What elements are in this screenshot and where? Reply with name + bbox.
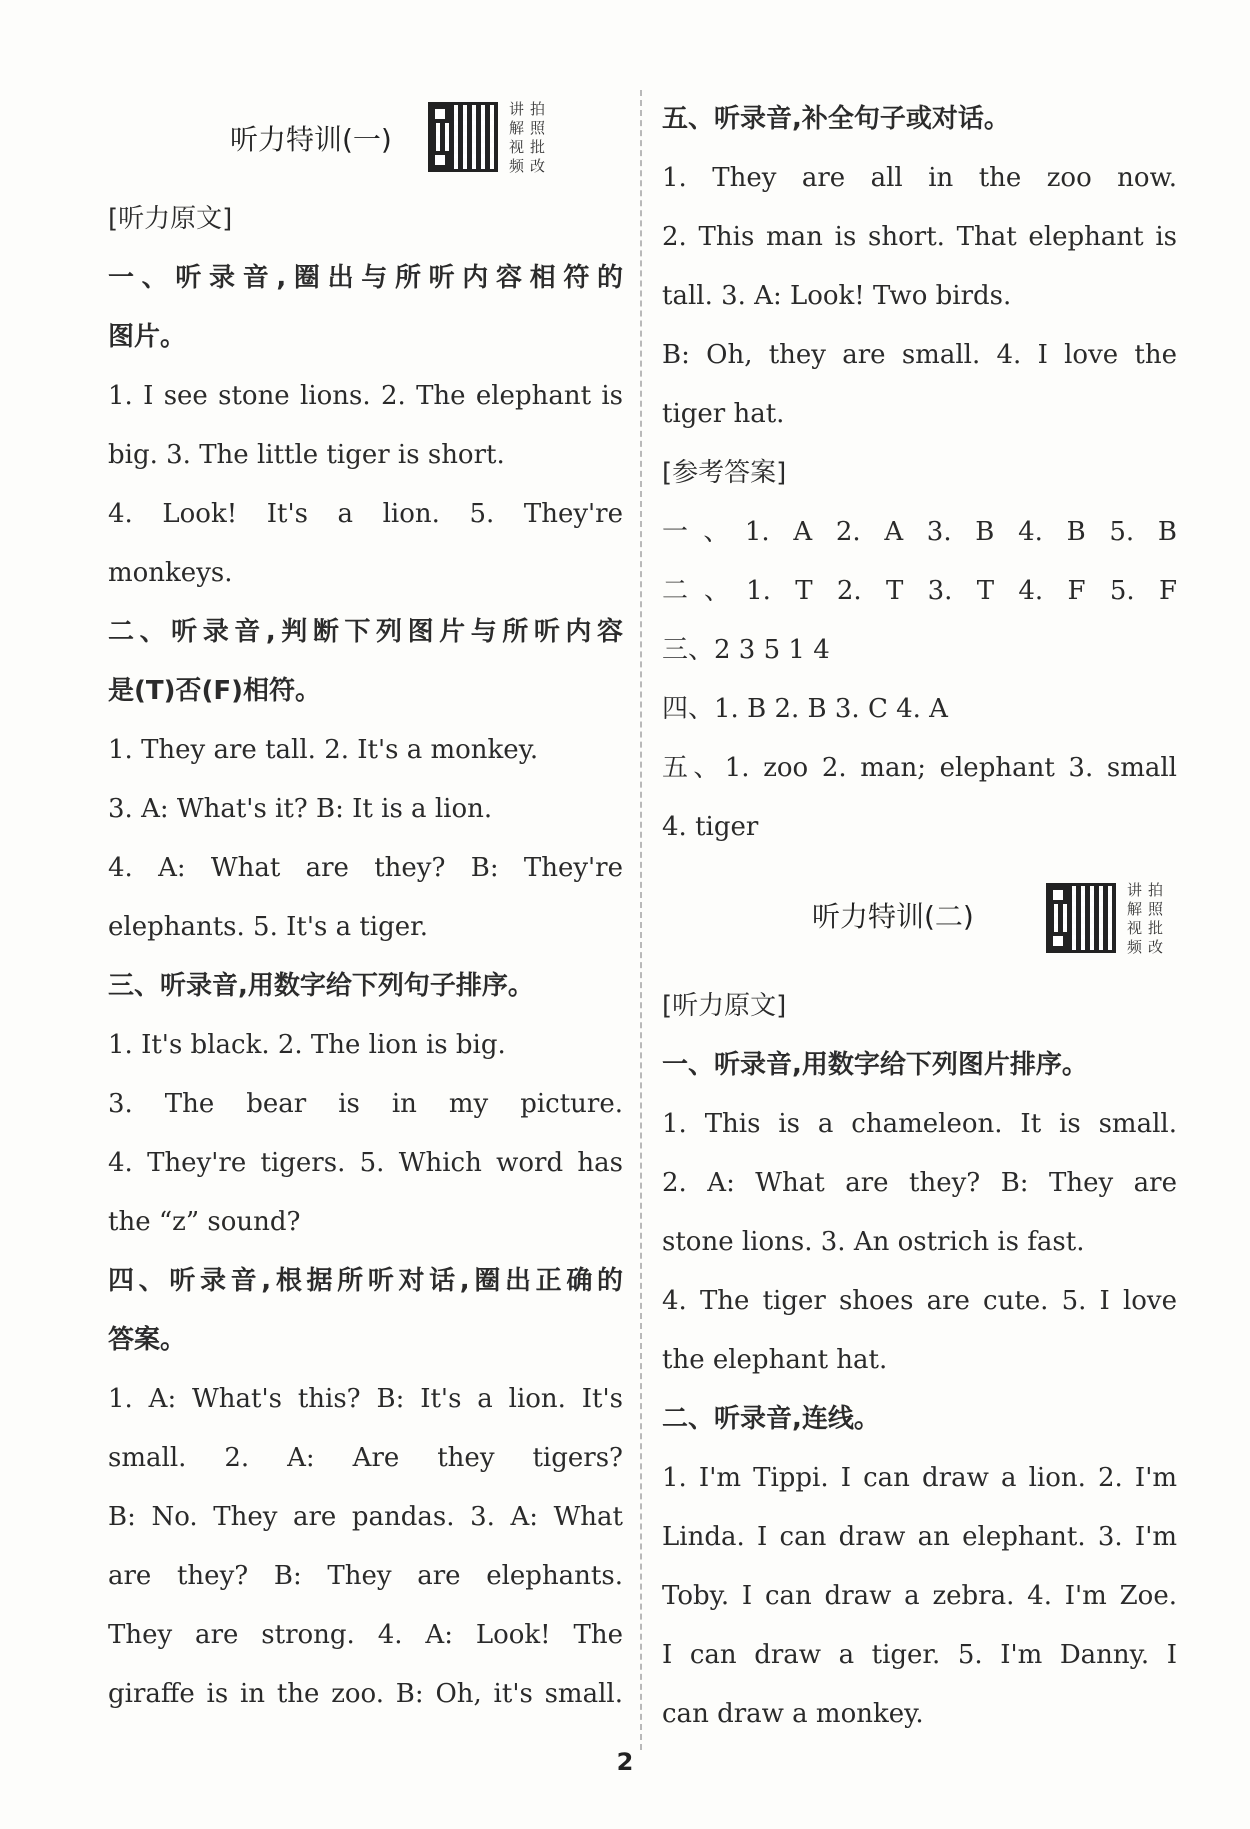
exercise-heading: 四、听录音,根据所听对话,圈出正确的 xyxy=(108,1266,623,1296)
text-line: tall. 3. A: Look! Two birds. xyxy=(662,281,1012,311)
right-title-row xyxy=(662,857,1177,977)
text-line: 1. They are all in the zoo now. xyxy=(662,163,1177,193)
text-line: 1. They are tall. 2. It's a monkey. xyxy=(108,735,539,765)
text-line: 1. I see stone lions. 2. The elephant is xyxy=(108,381,623,411)
section-label: [听力原文] xyxy=(108,204,233,234)
text-line: I can draw a tiger. 5. I'm Danny. I xyxy=(662,1640,1177,1670)
text-line: 3. A: What's it? B: It is a lion. xyxy=(108,794,493,824)
text-line: Toby. I can draw a zebra. 4. I'm Zoe. xyxy=(662,1581,1177,1611)
text-line: monkeys. xyxy=(108,558,233,588)
left-title-row xyxy=(108,90,623,190)
text-line: 1. This is a chameleon. It is small. xyxy=(662,1109,1177,1139)
left-content xyxy=(108,190,623,1724)
text-line: 2. This man is short. That elephant is xyxy=(662,222,1177,252)
text-line: big. 3. The little tiger is short. xyxy=(108,440,505,470)
exercise-heading: 一、听录音,圈出与所听内容相符的 xyxy=(108,263,623,293)
section-label: [听力原文] xyxy=(662,991,787,1021)
text-line: 五、1. zoo 2. man; elephant 3. small xyxy=(662,753,1177,783)
text-line: 三、2 3 5 1 4 xyxy=(662,635,830,665)
qr-caption: 讲 拍 解 照 视 批 频 改 xyxy=(1126,881,1163,956)
section-label: [参考答案] xyxy=(662,458,787,488)
text-line: tiger hat. xyxy=(662,399,785,429)
text-line: 4. Look! It's a lion. 5. They're xyxy=(108,499,623,529)
exercise-heading: 五、听录音,补全句子或对话。 xyxy=(662,104,1010,134)
text-line: the “z” sound? xyxy=(108,1207,301,1237)
text-line: 4. tiger xyxy=(662,812,759,842)
text-line: 4. They're tigers. 5. Which word has xyxy=(108,1148,623,1178)
exercise-heading: 图片。 xyxy=(108,322,187,352)
section-title-1: 听力特训(一) xyxy=(230,123,392,156)
text-line: Linda. I can draw an elephant. 3. I'm xyxy=(662,1522,1177,1552)
text-line: elephants. 5. It's a tiger. xyxy=(108,912,428,942)
right-content-bottom xyxy=(662,977,1177,1744)
exercise-heading: 三、听录音,用数字给下列句子排序。 xyxy=(108,971,534,1001)
exercise-heading: 一、听录音,用数字给下列图片排序。 xyxy=(662,1050,1088,1080)
text-line: are they? B: They are elephants. xyxy=(108,1561,623,1591)
text-line: 一、1. A 2. A 3. B 4. B 5. B xyxy=(662,517,1177,547)
text-line: 4. A: What are they? B: They're xyxy=(108,853,623,883)
text-line: 二、1. T 2. T 3. T 4. F 5. F xyxy=(662,576,1177,606)
right-column xyxy=(662,90,1177,1744)
text-line: 1. It's black. 2. The lion is big. xyxy=(108,1030,506,1060)
text-line: small. 2. A: Are they tigers? xyxy=(108,1443,623,1473)
text-line: 4. The tiger shoes are cute. 5. I love xyxy=(662,1286,1177,1316)
right-content-top xyxy=(662,90,1177,857)
exercise-heading: 二、听录音,判断下列图片与所听内容 xyxy=(108,617,623,647)
left-column xyxy=(108,90,623,1724)
text-line: the elephant hat. xyxy=(662,1345,888,1375)
column-divider xyxy=(640,90,642,1750)
text-line: 1. A: What's this? B: It's a lion. It's xyxy=(108,1384,623,1414)
text-line: 3. The bear is in my picture. xyxy=(108,1089,623,1119)
qr-caption: 讲 拍 解 照 视 批 频 改 xyxy=(508,100,545,175)
qr-code-icon[interactable] xyxy=(428,102,498,172)
text-line: B: Oh, they are small. 4. I love the xyxy=(662,340,1177,370)
text-line: They are strong. 4. A: Look! The xyxy=(108,1620,623,1650)
page-number: 2 xyxy=(616,1748,634,1776)
text-line: stone lions. 3. An ostrich is fast. xyxy=(662,1227,1085,1257)
text-line: 四、1. B 2. B 3. C 4. A xyxy=(662,694,948,724)
exercise-heading: 是(T)否(F)相符。 xyxy=(108,676,322,706)
text-line: giraffe is in the zoo. B: Oh, it's small. xyxy=(108,1679,623,1709)
qr-code-icon[interactable] xyxy=(1046,883,1116,953)
text-line: can draw a monkey. xyxy=(662,1699,924,1729)
text-line: B: No. They are pandas. 3. A: What xyxy=(108,1502,623,1532)
exercise-heading: 答案。 xyxy=(108,1325,187,1355)
section-title-2: 听力特训(二) xyxy=(812,900,974,933)
text-line: 1. I'm Tippi. I can draw a lion. 2. I'm xyxy=(662,1463,1177,1493)
exercise-heading: 二、听录音,连线。 xyxy=(662,1404,880,1434)
text-line: 2. A: What are they? B: They are xyxy=(662,1168,1177,1198)
